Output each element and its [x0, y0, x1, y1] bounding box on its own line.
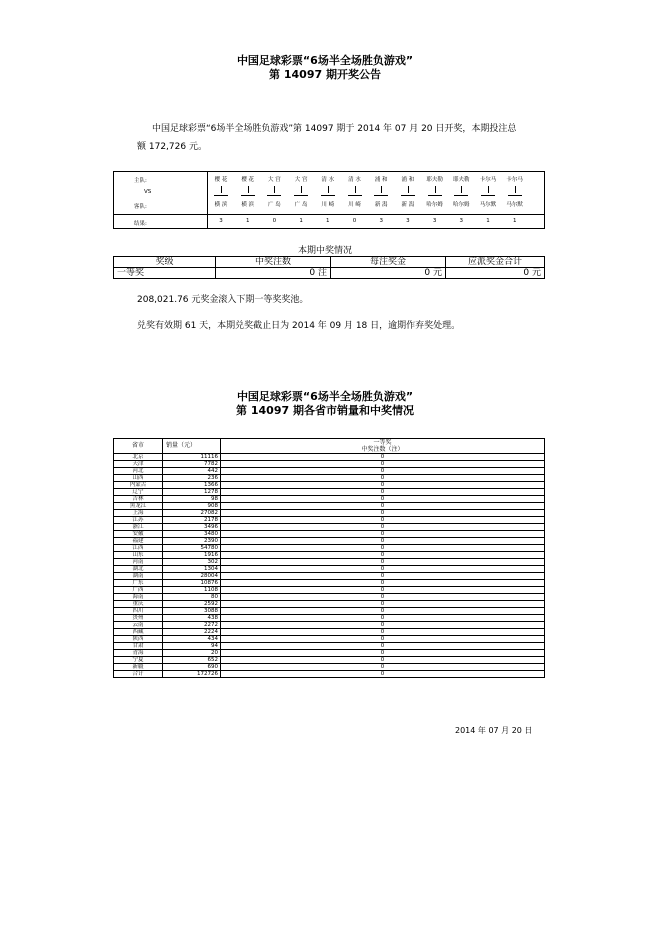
province-row [114, 615, 545, 622]
province-sales: 1304 [163, 566, 221, 573]
province-title: 中国足球彩票“6场半全场胜负游戏” [236, 390, 414, 403]
province-wins: 0 [221, 538, 545, 545]
province-wins: 0 [221, 559, 545, 566]
province-wins: 0 [221, 510, 545, 517]
match-result: 3 [379, 218, 383, 224]
away-team: 哈尔姆 [426, 202, 443, 208]
province-wins: 0 [221, 622, 545, 629]
province-sales: 302 [163, 559, 221, 566]
province-row [114, 594, 545, 601]
match-result: 3 [406, 218, 410, 224]
prize-header-per-bet: 每注奖金 [331, 257, 446, 268]
prize-total: 0 元 [446, 268, 545, 279]
province-wins: 0 [221, 650, 545, 657]
province-sales: 27082 [163, 510, 221, 517]
province-name: 河南 [114, 559, 163, 566]
province-name: 辽宁 [114, 489, 163, 496]
province-row [114, 650, 545, 657]
province-row [114, 580, 545, 587]
divider-mark [428, 195, 442, 196]
province-name: 福建 [114, 538, 163, 545]
vs-mark [248, 186, 249, 193]
match-result: 1 [245, 218, 250, 224]
home-team: 大 宫 [268, 177, 281, 183]
prize-count: 0 注 [216, 268, 331, 279]
prize-header-row [114, 257, 545, 268]
province-wins: 0 [221, 496, 545, 503]
province-sales: 3480 [163, 531, 221, 538]
prize-level: 一等奖 [114, 268, 216, 279]
province-wins: 0 [221, 524, 545, 531]
away-team: 横 滨 [241, 202, 255, 208]
province-wins: 0 [221, 594, 545, 601]
province-name: 四川 [114, 608, 163, 615]
vs-label: VS [144, 189, 152, 195]
province-name: 北京 [114, 454, 163, 461]
away-team: 川 崎 [348, 202, 361, 208]
province-header-name: 省市 [114, 439, 163, 454]
away-team: 广 岛 [268, 202, 281, 208]
province-sales: 690 [163, 664, 221, 671]
home-label: 主队: [134, 178, 147, 184]
province-name: 上海 [114, 510, 163, 517]
province-wins: 0 [221, 657, 545, 664]
province-sales: 2390 [163, 538, 221, 545]
province-wins: 0 [221, 664, 545, 671]
province-wins: 0 [221, 629, 545, 636]
province-name: 重庆 [114, 601, 163, 608]
province-sales: 442 [163, 468, 221, 475]
vs-mark [435, 186, 436, 193]
province-wins: 0 [221, 489, 545, 496]
divider-mark [321, 195, 335, 196]
province-subtitle: 第 14097 期各省市销量和中奖情况 [236, 404, 414, 417]
province-row [114, 468, 545, 475]
province-name: 广西 [114, 587, 163, 594]
vs-mark [515, 186, 516, 193]
province-name: 陕西 [114, 636, 163, 643]
validity-note: 兑奖有效期 61 天，本期兑奖截止日为 2014 年 09 月 18 日，逾期作弃奖处理。 [137, 321, 461, 331]
divider-mark [481, 195, 495, 196]
divider-mark [374, 195, 388, 196]
home-team: 卡尔马 [506, 177, 523, 183]
province-sales: 2178 [163, 517, 221, 524]
province-sales: 2272 [163, 622, 221, 629]
province-row [114, 496, 545, 503]
province-name: 湖北 [114, 566, 163, 573]
home-team: 清 水 [348, 177, 361, 183]
province-name: 山西 [114, 475, 163, 482]
province-sales: 1916 [163, 552, 221, 559]
province-sales: 11116 [163, 454, 221, 461]
province-name: 云南 [114, 622, 163, 629]
province-sales: 2224 [163, 629, 221, 636]
home-team: 浦 和 [374, 177, 388, 183]
province-wins: 0 [221, 580, 545, 587]
province-name: 天津 [114, 461, 163, 468]
province-sales: 80 [163, 594, 221, 601]
province-sales: 236 [163, 475, 221, 482]
province-header-prize [221, 439, 545, 454]
province-sales: 2592 [163, 601, 221, 608]
vs-mark [301, 186, 302, 193]
away-team: 马尔默 [479, 202, 497, 208]
province-row [114, 636, 545, 643]
province-row [114, 622, 545, 629]
province-name: 贵州 [114, 615, 163, 622]
intro-text-line2: 额 172,726 元。 [137, 142, 207, 152]
match-result: 1 [486, 218, 490, 224]
match-result: 3 [219, 218, 223, 224]
province-row [114, 489, 545, 496]
match-result: 0 [352, 218, 357, 224]
home-team: 卡尔马 [479, 177, 497, 183]
province-name: 甘肃 [114, 643, 163, 650]
divider-mark [214, 195, 228, 196]
match-result: 1 [299, 218, 303, 224]
divider-mark [241, 195, 255, 196]
province-wins: 0 [221, 545, 545, 552]
province-row [114, 538, 545, 545]
province-name: 合计 [114, 671, 163, 678]
province-sales: 3088 [163, 608, 221, 615]
province-name: 湖南 [114, 573, 163, 580]
home-team: 耶夫勒 [426, 177, 443, 183]
province-wins: 0 [221, 643, 545, 650]
province-name: 青海 [114, 650, 163, 657]
province-row [114, 531, 545, 538]
vs-mark [328, 186, 329, 193]
prize-header-count: 中奖注数 [216, 257, 331, 268]
province-wins: 0 [221, 636, 545, 643]
prize-table [113, 256, 545, 279]
province-row [114, 552, 545, 559]
province-wins: 0 [221, 671, 545, 678]
province-row [114, 559, 545, 566]
divider-mark [267, 195, 281, 196]
away-team: 新 潟 [374, 202, 388, 208]
province-name: 河北 [114, 468, 163, 475]
prize-header-total: 应派奖金合计 [446, 257, 545, 268]
province-row [114, 461, 545, 468]
province-row [114, 545, 545, 552]
province-row [114, 587, 545, 594]
province-name: 江西 [114, 545, 163, 552]
away-team: 新 潟 [401, 202, 415, 208]
province-row [114, 657, 545, 664]
province-sales: 652 [163, 657, 221, 664]
province-sales: 54780 [163, 545, 221, 552]
divider-mark [294, 195, 308, 196]
divider-mark [454, 195, 468, 196]
vs-mark [461, 186, 462, 193]
province-wins: 0 [221, 461, 545, 468]
province-row [114, 566, 545, 573]
province-name: 广东 [114, 580, 163, 587]
province-header-prize-count: 中奖注数（注） [361, 446, 404, 453]
province-row [114, 671, 545, 678]
province-wins: 0 [221, 566, 545, 573]
match-result: 1 [512, 218, 517, 224]
province-sales: 1278 [163, 489, 221, 496]
province-wins: 0 [221, 475, 545, 482]
away-team: 哈尔姆 [453, 202, 470, 208]
province-wins: 0 [221, 468, 545, 475]
province-sales: 10876 [163, 580, 221, 587]
footer-date: 2014 年 07 月 20 日 [455, 726, 533, 735]
match-result: 3 [459, 218, 464, 224]
home-team: 清 水 [321, 177, 335, 183]
province-row [114, 573, 545, 580]
province-sales: 98 [163, 496, 221, 503]
province-row [114, 608, 545, 615]
province-row [114, 601, 545, 608]
province-wins: 0 [221, 601, 545, 608]
result-label: 结果: [134, 221, 147, 227]
divider-mark [401, 195, 415, 196]
home-team: 樱 花 [241, 177, 255, 183]
province-header-prize-level: 一等奖 [373, 439, 392, 446]
province-row [114, 510, 545, 517]
vs-mark [381, 186, 382, 193]
province-sales: 1108 [163, 587, 221, 594]
province-row [114, 524, 545, 531]
home-team: 大 宫 [294, 177, 308, 183]
province-wins: 0 [221, 517, 545, 524]
away-team: 川 崎 [321, 202, 335, 208]
province-sales: 172726 [163, 671, 221, 678]
province-name: 黑龙江 [114, 503, 163, 510]
province-sales: 28004 [163, 573, 221, 580]
vs-mark [221, 186, 222, 193]
vs-mark [488, 186, 489, 193]
province-row [114, 454, 545, 461]
province-header-sales: 销量（元） [163, 439, 221, 454]
announcement-subtitle: 第 14097 期开奖公告 [269, 68, 381, 81]
province-name: 山东 [114, 552, 163, 559]
announcement-title: 中国足球彩票“6场半全场胜负游戏” [236, 54, 414, 67]
province-sales: 7782 [163, 461, 221, 468]
province-sales: 94 [163, 643, 221, 650]
province-table [113, 438, 545, 678]
rollover-note: 208,021.76 元奖金滚入下期一等奖奖池。 [137, 295, 309, 305]
province-sales: 3496 [163, 524, 221, 531]
home-team: 耶夫勒 [453, 177, 470, 183]
intro-text-line1: 中国足球彩票“6场半全场胜负游戏”第 14097 期于 2014 年 07 月 20 日开奖，本期投注总 [152, 124, 517, 134]
province-header-row [114, 439, 545, 454]
match-table [113, 171, 545, 229]
province-sales: 908 [163, 503, 221, 510]
province-row [114, 664, 545, 671]
province-name: 浙江 [114, 524, 163, 531]
province-name: 海南 [114, 594, 163, 601]
province-row [114, 475, 545, 482]
away-label: 客队: [134, 204, 147, 210]
province-sales: 20 [163, 650, 221, 657]
province-wins: 0 [221, 615, 545, 622]
match-result: 1 [326, 218, 330, 224]
province-wins: 0 [221, 454, 545, 461]
province-row [114, 482, 545, 489]
province-wins: 0 [221, 608, 545, 615]
province-sales: 1366 [163, 482, 221, 489]
province-row [114, 503, 545, 510]
match-result: 0 [272, 218, 277, 224]
province-wins: 0 [221, 531, 545, 538]
province-wins: 0 [221, 587, 545, 594]
vs-mark [408, 186, 409, 193]
away-team: 马尔默 [506, 202, 523, 208]
away-team: 广 岛 [294, 202, 308, 208]
divider-mark [508, 195, 522, 196]
prize-per-bet: 0 元 [331, 268, 446, 279]
divider-mark [348, 195, 362, 196]
province-row [114, 643, 545, 650]
province-wins: 0 [221, 503, 545, 510]
prize-header-level: 奖级 [114, 257, 216, 268]
province-wins: 0 [221, 552, 545, 559]
province-wins: 0 [221, 482, 545, 489]
province-wins: 0 [221, 573, 545, 580]
vs-mark [355, 186, 356, 193]
match-result: 3 [432, 218, 437, 224]
province-name: 安徽 [114, 531, 163, 538]
province-sales: 434 [163, 636, 221, 643]
province-name: 新疆 [114, 664, 163, 671]
province-name: 江苏 [114, 517, 163, 524]
province-name: 西藏 [114, 629, 163, 636]
home-team: 浦 和 [401, 177, 415, 183]
prize-row [114, 268, 545, 279]
vs-mark [274, 186, 275, 193]
province-row [114, 629, 545, 636]
prize-caption: 本期中奖情况 [297, 246, 352, 256]
province-sales: 438 [163, 615, 221, 622]
result-divider [114, 214, 544, 215]
away-team: 横 滨 [214, 202, 228, 208]
province-name: 宁夏 [114, 657, 163, 664]
province-name: 吉林 [114, 496, 163, 503]
province-name: 内蒙古 [114, 482, 163, 489]
home-team: 樱 花 [214, 177, 228, 183]
province-row [114, 517, 545, 524]
